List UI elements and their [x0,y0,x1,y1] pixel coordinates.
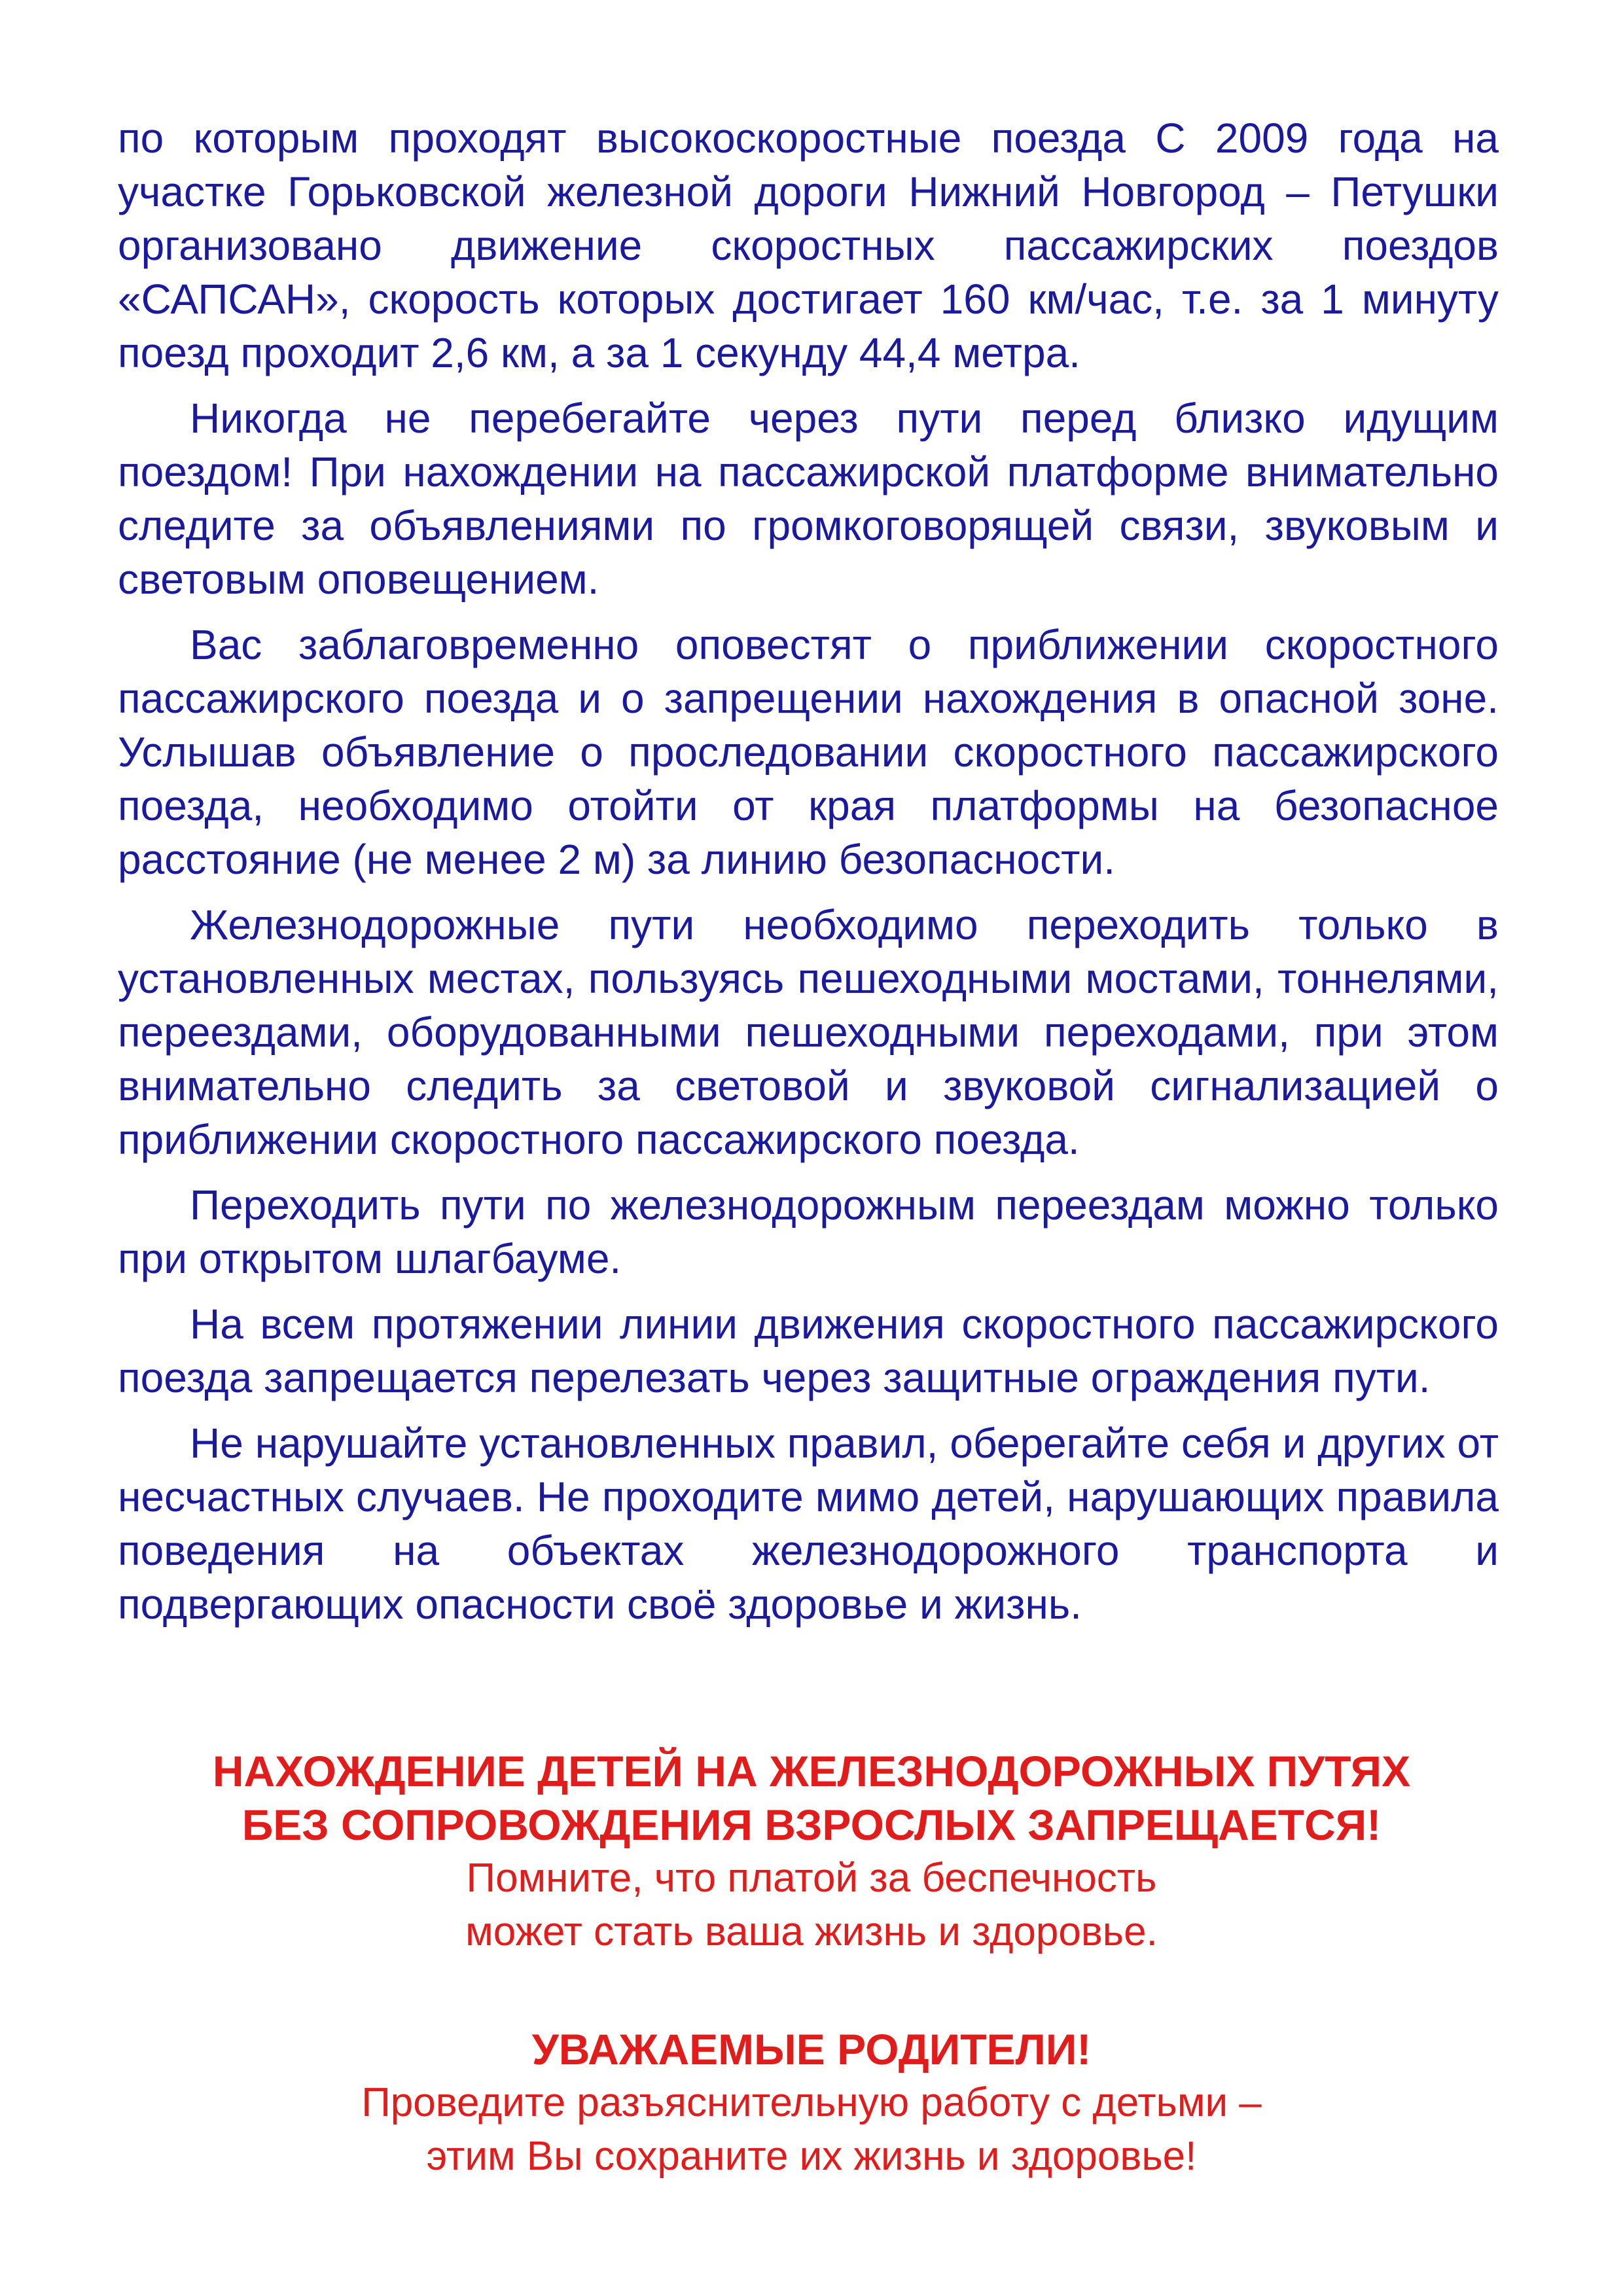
parents-sub-line2: этим Вы сохраните их жизнь и здоровье! [426,2134,1197,2179]
paragraph-never-run: Никогда не перебегайте через пути перед близко идущим поездом! При нахождении на пассажирской платформе внимательно следите за объявлениями по громкоговорящей связи, звуковым и световым оповещением. [118,395,1499,603]
paragraph-fences: На всем протяжении линии движения скоростного пассажирского поезда запрещается перелезать через защитные ограждения пути. [118,1300,1499,1401]
paragraph-crossing-places: Железнодорожные пути необходимо переходить только в установленных местах, пользуясь пешеходными мостами, тоннелями, переездами, оборудованными пешеходными переходами, при этом внимательно следить за световой и звуковой сигнализацией о приближении скоростного пассажирского поезда. [118,901,1499,1163]
paragraph-level-crossings: Переходить пути по железнодорожным переездам можно только при открытом шлагбауме. [118,1181,1499,1282]
parents-title: УВАЖАЕМЫЕ РОДИТЕЛИ! [531,2025,1092,2073]
warning-sub-line2: может стать ваша жизнь и здоровье. [465,1909,1158,1954]
warning-title-line1: НАХОЖДЕНИЕ ДЕТЕЙ НА ЖЕЛЕЗНОДОРОЖНЫХ ПУТЯХ [212,1747,1411,1795]
body-text [118,111,1499,1643]
parents-sub-line1: Проведите разъяснительную работу с детьми – [361,2080,1262,2125]
children-warning [65,1744,1558,1959]
warning-sub-line1: Помните, что платой за беспечность [466,1856,1157,1901]
paragraph-advance-warning: Вас заблаговременно оповестят о приближении скоростного пассажирского поезда и о запрещении нахождения в опасной зоне. Услышав объявление о проследовании скоростного пассажирского поезда, необходимо отойти от края платформы на безопасное расстояние (не менее 2 м) за линию безопасности. [118,621,1499,883]
paragraph-rules: Не нарушайте установленных правил, оберегайте себя и других от несчастных случаев. Не проходите мимо детей, нарушающих правила поведения на объектах железнодорожного транспорта и подвергающих опасности своё здоровье и жизнь. [118,1420,1499,1628]
paragraph-intro: по которым проходят высокоскоростные поезда С 2009 года на участке Горьковской железной дороги Нижний Новгород – Петушки организовано движение скоростных пассажирских поездов «САПСАН», скорость которых достигает 160 км/час, т.е. за 1 минуту поезд проходит 2,6 км, а за 1 секунду 44,4 метра. [118,115,1499,376]
parents-appeal [65,2022,1558,2183]
warning-title-line2: БЕЗ СОПРОВОЖДЕНИЯ ВЗРОСЛЫХ ЗАПРЕЩАЕТСЯ! [241,1801,1382,1849]
